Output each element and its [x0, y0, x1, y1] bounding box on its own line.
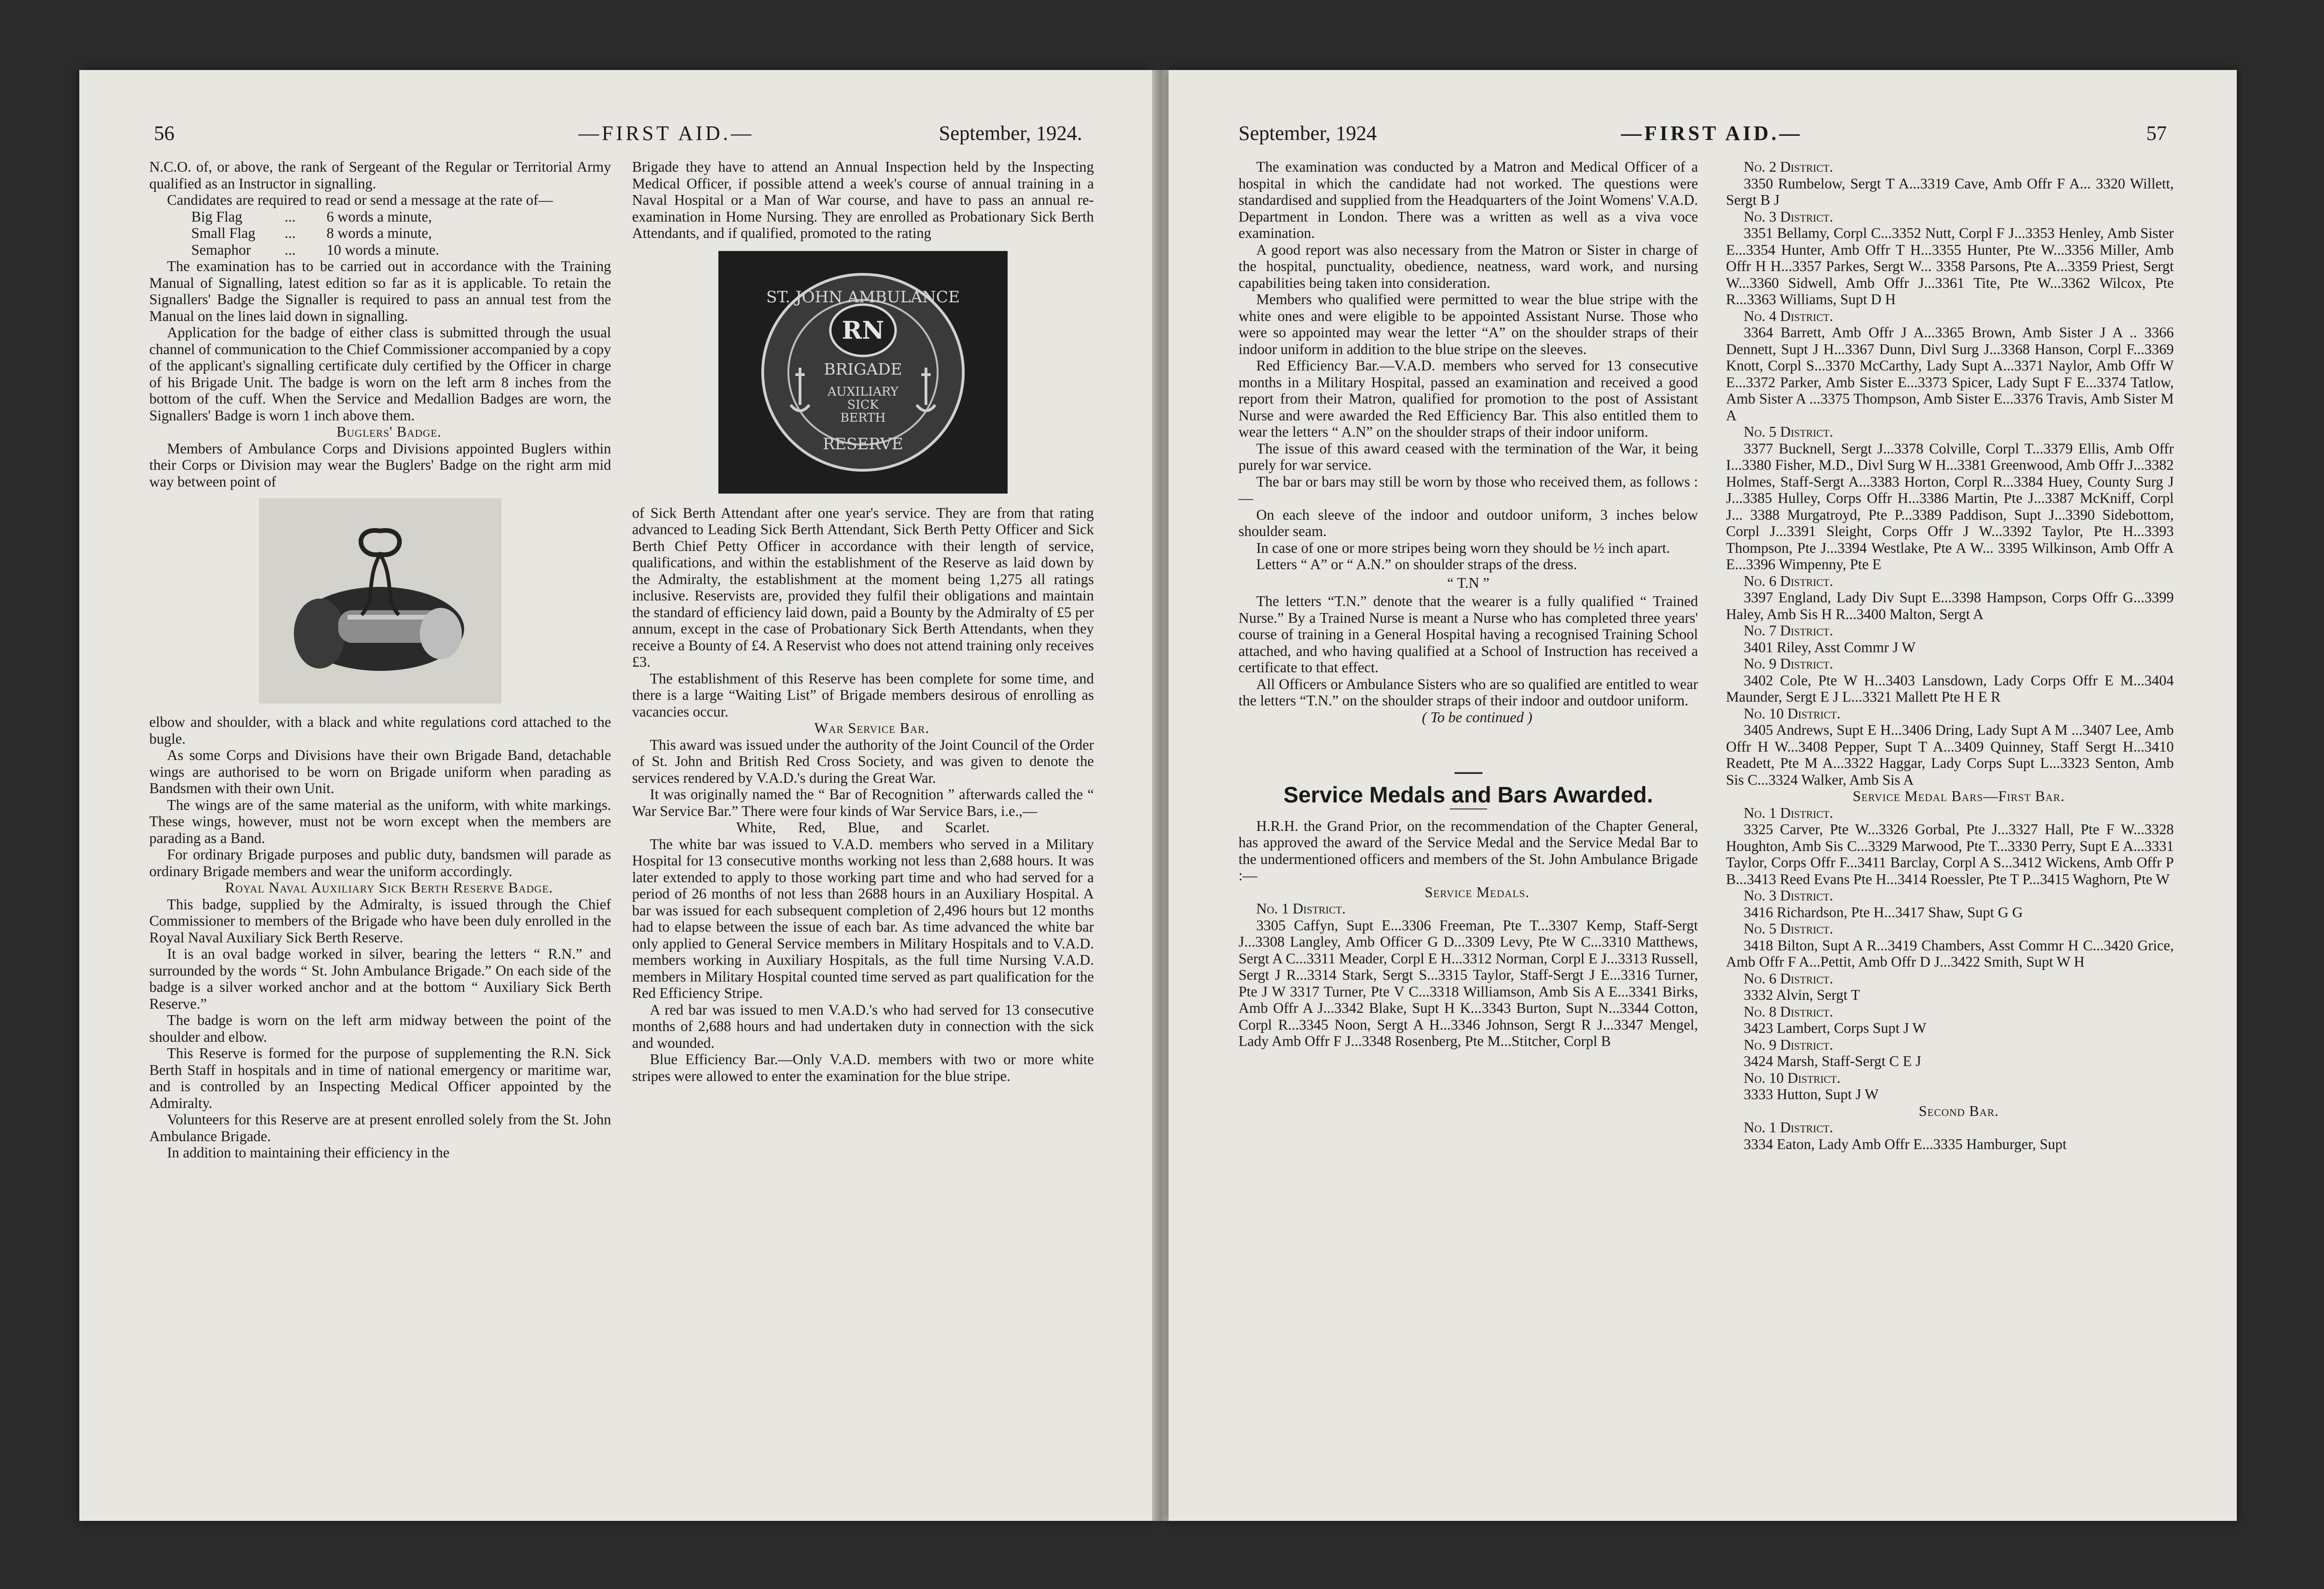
district-heading: No. 6 District. [1744, 572, 1833, 589]
left-running-head [149, 121, 1082, 154]
paragraph: The bar or bars may still be worn by those who received them, as follows :— [1239, 473, 1698, 506]
right-page [1169, 70, 2237, 1521]
left-column-1 [149, 159, 611, 1161]
district-heading: No. 1 District. [1256, 900, 1346, 917]
to-be-continued: ( To be continued ) [1422, 709, 1532, 725]
district-heading: No. 9 District. [1744, 1036, 1833, 1053]
paragraph: All Officers or Ambulance Sisters who are so qualified are entitled to wear the letters “T.N.” on the shoulder straps of their indoor and outdoor uniform. [1239, 676, 1698, 709]
list-item: 3305 Caffyn, Supt E...3306 Freeman, Pte T...3307 Kemp, Staff-Sergt J...3308 Langley, Amb Officer G D...3309 Levy, Pte W C...3310 Matthews, Sergt A C...3311 Meader, Corpl E H...3312 Norman, Corpl E J...3313 Russell, Sergt J R...3314 Stark, Sergt S...3315 Taylor, Staff-Sergt J E...3316 Turner, Pte J W 3317 Turner, Pte V C...3318 Williamson, Amb Sis A E...3341 Birks, Amb Offr A J...3342 Blake, Supt H K...3343 Burton, Supt N...3344 Cotton, Corpl R...3345 Noon, Sergt A H...3346 Johnson, Sergt R J...3347 Mengel, Lady Amb Offr F J...3348 Rosenberg, Pte M...Stitcher, Corpl B [1239, 917, 1698, 1049]
rnasbr-badge-image [718, 251, 1008, 494]
rate-row: Semaphor ... 10 words a minute. [191, 241, 439, 258]
article-heading: Service Medals and Bars Awarded. [1283, 783, 1653, 808]
paragraph: This Reserve is formed for the purpose of supplementing the R.N. Sick Berth Staff in hospitals and in time of national emergency or maritime war, and is controlled by an Inspecting Medical Officer appointed by the Admiralty. [149, 1045, 611, 1111]
paragraph: In case of one or more stripes being worn they should be ½ inch apart. [1256, 539, 1670, 556]
paragraph: Red Efficiency Bar.—V.A.D. members who served for 13 consecutive months in a Military Hospital, passed an examination and received a good report from their Matron, qualified for promotion to the post of Assistant Nurse and were awarded the Red Efficiency Bar. This also entitled them to wear the letters “ A.N” on the shoulder straps of their indoor uniform. [1239, 357, 1698, 440]
paragraph: of Sick Berth Attendant after one year's service. They are from that rating advanced to Leading Sick Berth Attendant, Sick Berth Petty Officer and Sick Berth Chief Petty Officer in accordance with their length of service, qualifications, and within the establishment of the Reserve as laid down by the Admiralty, the establishment at the moment being 1,275 all ratings inclusive. Reservists are, provided they fulfil their obligations and maintain the standard of efficiency laid down, paid a Bounty by the Admiralty of £5 per annum, except in the case of Probationary Sick Berth Attendants, when they receive a Bounty of £4. A Reservist who does not attend training only receives £3. [632, 504, 1094, 670]
badge-top-text: ST. JOHN AMBULANCE [766, 287, 960, 307]
paragraph: The examination was conducted by a Matron and Medical Officer of a hospital in which the candidate had not worked. The questions were standardised and supplied from the Headquarters of the Joint Womens' V.A.D. Department in London. There was a written as well as a viva voce examination. [1239, 159, 1698, 241]
list-item: 3364 Barrett, Amb Offr J A...3365 Brown, Amb Sister J A .. 3366 Dennett, Supt J H...3367 Dunn, Divl Surg J...3368 Hanson, Corpl F...3369 Knott, Corpl S...3370 McCarthy, Lady Supt A...3371 Naylor, Amb Offr W E...3372 Parker, Amb Sister E...3373 Spicer, Lady Supt F E...3374 Tatlow, Amb Sister A ...3375 Thompson, Amb Sister E...3376 Travis, Amb Sister M A [1726, 324, 2174, 424]
badge-center-text: RN [842, 316, 884, 345]
paragraph: elbow and shoulder, with a black and white regulations cord attached to the bugle. [149, 714, 611, 747]
paragraph: A red bar was issued to men V.A.D.'s who had served for 13 consecutive months of 2,688 hours and had undertaken duty in connection with the sick and wounded. [632, 1001, 1094, 1051]
spacer [1239, 725, 1698, 767]
section-heading: Royal Naval Auxiliary Sick Berth Reserve Badge. [225, 879, 553, 896]
page-number: 57 [2146, 122, 2167, 145]
paragraph: The wings are of the same material as the uniform, with white markings. These wings, however, must not be worn except when the members are parading as a Band. [149, 796, 611, 846]
badge-lower2-text: SICK [847, 397, 879, 412]
badge-lower1-text: AUXILIARY [828, 384, 898, 399]
section-heading: Second Bar. [1919, 1102, 1999, 1119]
paragraph: In addition to maintaining their efficiency in the [167, 1144, 450, 1161]
list-item: 3424 Marsh, Staff-Sergt C E J [1744, 1053, 1921, 1069]
paragraph: H.R.H. the Grand Prior, on the recommendation of the Chapter General, has approved the award of the Service Medal and the Service Medal Bar to the undermentioned officers and members of the St. John Ambulance Brigade :— [1239, 817, 1698, 884]
district-heading: No. 3 District. [1744, 887, 1833, 904]
list-item: 3334 Eaton, Lady Amb Offr E...3335 Hamburger, Supt [1744, 1136, 2067, 1152]
paragraph: Application for the badge of either class is submitted through the usual channel of communication to the Chief Commissioner accompanied by a copy of the applicant's signalling certificate duly certified by the Officer in charge of his Brigade Unit. The badge is worn on the left arm 8 inches from the bottom of the cuff. When the Service and Medallion Badges are worn, the Signallers' Badge is worn 1 inch above them. [149, 324, 611, 424]
section-heading: “ T.N ” [1447, 574, 1489, 591]
district-heading: No. 5 District. [1744, 920, 1833, 937]
paragraph: Brigade they have to attend an Annual Inspection held by the Inspecting Medical Officer, if possible attend a week's course of annual training in a Naval Hospital or a Man of War course, and have to pass an annual re-examination in Home Nursing. They are enrolled as Probationary Sick Berth Attendants, and if qualified, promoted to the rating [632, 159, 1094, 241]
district-heading: No. 10 District. [1744, 705, 1841, 722]
paragraph: The establishment of this Reserve has been complete for some time, and there is a large “Waiting List” of Brigade members desirous of enrolling as vacancies occur. [632, 670, 1094, 720]
section-heading: Buglers' Badge. [336, 424, 442, 440]
divider [1450, 808, 1487, 809]
right-running-head [1239, 121, 2167, 154]
section-heading: War Service Bar. [814, 720, 930, 736]
list-item: 3405 Andrews, Supt E H...3406 Dring, Lady Supt A M ...3407 Lee, Amb Offr H W...3408 Pepper, Supt T A...3409 Quinney, Staff Sergt H...3410 Readett, Pte M A...3322 Haggar, Lady Corps Supt L...3323 Senton, Amb Sis C...3324 Walker, Amb Sis A [1726, 722, 2174, 788]
journal-title: —FIRST AID.— [578, 122, 754, 145]
paragraph: The examination has to be carried out in accordance with the Training Manual of Signalling, latest edition so far as it is applicable. To retain the Signallers' Badge the Signaller is required to pass an annual test from the Manual on the lines laid down in signalling. [149, 258, 611, 324]
paragraph: It is an oval badge worked in silver, bearing the letters “ R.N.” and surrounded by the words “ St. John Ambulance Brigade.” On each side of the badge is a silver worked anchor and at the bottom “ Auxiliary Sick Berth Reserve.” [149, 946, 611, 1012]
list-item: 3423 Lambert, Corps Supt J W [1744, 1020, 1927, 1036]
badge-lower3-text: BERTH [840, 411, 886, 425]
paragraph: Members of Ambulance Corps and Divisions appointed Buglers within their Corps or Division may wear the Buglers' Badge on the right arm mid way between point of [149, 440, 611, 490]
paragraph: On each sleeve of the indoor and outdoor uniform, 3 inches below shoulder seam. [1239, 506, 1698, 539]
district-heading: No. 4 District. [1744, 307, 1833, 324]
paragraph: It was originally named the “ Bar of Recognition ” afterwards called the “ War Service Bar.” There were four kinds of War Service Bars, i.e.,— [632, 786, 1094, 819]
district-heading: No. 6 District. [1744, 970, 1833, 987]
bugle-icon [259, 498, 501, 704]
paragraph: Blue Efficiency Bar.—Only V.A.D. members with two or more white stripes were allowed to enter the examination for the blue stripe. [632, 1051, 1094, 1084]
list-item: 3416 Richardson, Pte H...3417 Shaw, Supt G G [1744, 904, 2023, 920]
journal-title: —FIRST AID.— [1621, 122, 1803, 145]
paragraph: This award was issued under the authority of the Joint Council of the Order of St. John and British Red Cross Society, and was given to denote the services rendered by V.A.D.'s during the Great War. [632, 736, 1094, 786]
paragraph: This badge, supplied by the Admiralty, is issued through the Chief Commissioner to members of the Brigade who have been duly enrolled in the Royal Naval Auxiliary Sick Berth Reserve. [149, 896, 611, 946]
district-heading: No. 2 District. [1744, 159, 1833, 175]
left-column-2 [632, 159, 1094, 1084]
district-heading: No. 5 District. [1744, 424, 1833, 440]
rate-row: Small Flag ... 8 words a minute, [191, 225, 432, 241]
badge-middle-text: BRIGADE [824, 360, 902, 379]
list-item: 3351 Bellamy, Corpl C...3352 Nutt, Corpl F J...3353 Henley, Amb Sister E...3354 Hunter, Amb Offr T H...3355 Hunter, Pte W...3356 Miller, Amb Offr H H...3357 Parkes, Sergt W... 3358 Parsons, Pte A...3359 Priest, Sergt W...3360 Sidwell, Amb Offr J...3361 Tite, Pte W...3362 Wilcox, Pte R...3363 Williams, Supt D H [1726, 225, 2174, 307]
left-page [79, 70, 1152, 1521]
paragraph: The white bar was issued to V.A.D. members who served in a Military Hospital for 13 consecutive months working not less than 2,688 hours. It was later extended to apply to those working part time and who had served for a period of 26 months of not less than 2688 hours in an Auxiliary Hospital. A bar was issued for each subsequent completion of 2,496 hours but 12 months had to elapse between the issue of each bar. As time advanced the white bar only applied to General Service members in Military Hospitals and to V.A.D. members working in Auxiliary Hospitals, as the full time Nursing V.A.D. members in Military Hospital counted time served as part qualification for the Red Efficiency Stripe. [632, 836, 1094, 1001]
divider [1454, 772, 1482, 774]
list-item: 3332 Alvin, Sergt T [1744, 987, 1860, 1003]
section-heading: Service Medals. [1425, 884, 1530, 900]
right-column-1 [1239, 159, 1698, 1050]
list-item: 3402 Cole, Pte W H...3403 Lansdown, Lady Corps Offr E M...3404 Maunder, Sergt E J L...3321 Mallett Pte H E R [1726, 672, 2174, 705]
list-item: 3325 Carver, Pte W...3326 Gorbal, Pte J...3327 Hall, Pte F W...3328 Houghton, Amb Sis C...3329 Marwood, Pte T...3330 Perry, Supt E A...3331 Taylor, Corps Offr F...3411 Barclay, Corpl A S...3412 Wickens, Amb Offr P B...3413 Reed Evans Pte H...3414 Roessler, Pte T P...3415 Waghorn, Pte W [1726, 821, 2174, 887]
district-heading: No. 7 District. [1744, 622, 1833, 639]
section-heading: Service Medal Bars—First Bar. [1852, 788, 2065, 804]
paragraph: Candidates are required to read or send a message at the rate of— [167, 192, 553, 208]
badge-emblem-icon [758, 270, 968, 475]
paragraph: For ordinary Brigade purposes and public duty, bandsmen will parade as ordinary Brigade members and wear the uniform accordingly. [149, 846, 611, 879]
rate-row: Big Flag ... 6 words a minute, [191, 208, 432, 225]
badge-bottom-text: RESERVE [822, 434, 904, 453]
list-item: 3350 Rumbelow, Sergt T A...3319 Cave, Amb Offr F A... 3320 Willett, Sergt B J [1726, 175, 2174, 208]
district-heading: No. 3 District. [1744, 208, 1833, 225]
paragraph: N.C.O. of, or above, the rank of Sergeant of the Regular or Territorial Army qualified as an Instructor in signalling. [149, 159, 611, 192]
right-column-2 [1726, 159, 2174, 1152]
book-gutter [1152, 70, 1169, 1521]
paragraph: Letters “ A” or “ A.N.” on shoulder straps of the dress. [1256, 556, 1577, 572]
list-item: 3397 England, Lady Div Supt E...3398 Hampson, Corps Offr G...3399 Haley, Amb Sis H R...3400 Malton, Sergt A [1726, 589, 2174, 622]
page-number: 56 [154, 122, 174, 145]
issue-date: September, 1924 [1239, 122, 1377, 145]
paragraph: A good report was also necessary from the Matron or Sister in charge of the hospital, punctuality, obedience, neatness, ward work, and nursing capabilities being taken into consideration. [1239, 241, 1698, 291]
list-item: 3333 Hutton, Supt J W [1744, 1086, 1879, 1102]
signal-rates [191, 209, 611, 258]
bar-colours: White, Red, Blue, and Scarlet. [736, 819, 990, 836]
district-heading: No. 8 District. [1744, 1003, 1833, 1020]
district-heading: No. 1 District. [1744, 804, 1833, 821]
paragraph: Volunteers for this Reserve are at present enrolled solely from the St. John Ambulance Brigade. [149, 1111, 611, 1144]
district-heading: No. 1 District. [1744, 1119, 1833, 1136]
district-heading: No. 10 District. [1744, 1069, 1841, 1086]
paragraph: Members who qualified were permitted to wear the blue stripe with the white ones and were eligible to be appointed Assistant Nurse. Those who were so appointed may wear the letter “A” on the shoulder straps of their indoor uniform in addition to the blue stripe on the sleeves. [1239, 291, 1698, 357]
list-item: 3377 Bucknell, Sergt J...3378 Colville, Corpl T...3379 Ellis, Amb Offr I...3380 Fisher, M.D., Divl Surg W H...3381 Greenwood, Amb Offr J...3382 Holmes, Staff-Sergt A...3383 Horton, Corpl R...3384 Huey, County Surg J J...3385 Hulley, Corps Offr H...3386 Martin, Pte J...3387 McKniff, Corpl J... 3388 Murgatroyd, Pte P...3389 Paddison, Supt J...3390 Sidebottom, Corpl J...3391 Sleight, Corps Offr J W...3392 Taylor, Pte H...3393 Thompson, Pte J...3394 Westlake, Pte A W... 3395 Wilkinson, Amb Offr A E...3396 Wimpenny, Pte E [1726, 440, 2174, 572]
paragraph: The badge is worn on the left arm midway between the point of the shoulder and elbow. [149, 1012, 611, 1045]
paragraph: The issue of this award ceased with the termination of the War, it being purely for war service. [1239, 440, 1698, 473]
issue-date: September, 1924. [939, 122, 1082, 145]
district-heading: No. 9 District. [1744, 655, 1833, 672]
paragraph: The letters “T.N.” denote that the wearer is a fully qualified “ Trained Nurse.” By a Trained Nurse is meant a Nurse who has completed three years' course of training in a General Hospital having a recognised Training School attached, and who having qualified at a School of Instruction has received a certificate to that effect. [1239, 593, 1698, 676]
list-item: 3401 Riley, Asst Commr J W [1744, 639, 1916, 655]
paragraph: As some Corps and Divisions have their own Brigade Band, detachable wings are authorised to be worn on Brigade uniform when parading as Bandsmen with their own Unit. [149, 747, 611, 796]
list-item: 3418 Bilton, Supt A R...3419 Chambers, Asst Commr H C...3420 Grice, Amb Offr F A...Pettit, Amb Offr D J...3422 Smith, Supt W H [1726, 937, 2174, 970]
buglers-badge-image [259, 498, 501, 704]
